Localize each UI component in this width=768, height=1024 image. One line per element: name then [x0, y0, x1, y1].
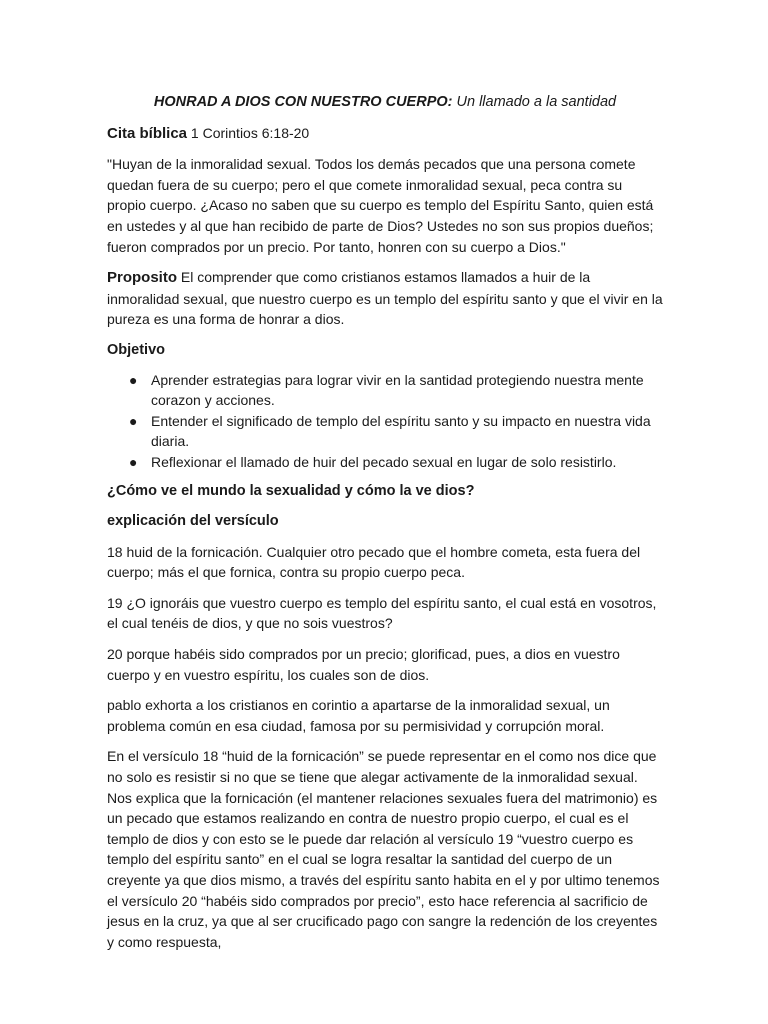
verse-18: 18 huid de la fornicación. Cualquier otro pecado que el hombre cometa, esta fuera del cuerpo; más el que fornica, contra su propio cuerpo peca. [107, 543, 641, 581]
bible-quote: "Huyan de la inmoralidad sexual. Todos los demás pecados que una persona comete quedan fuera de su cuerpo; pero el que comete inmoralidad sexual, peca contra su propio cuerpo. ¿Acaso no saben que su cuerpo es templo del Espíritu Santo, quien está en ustedes y al que han recibido de parte de Dios? Ustedes no son sus propios dueños; fueron comprados por un precio. Por tanto, honren con su cuerpo a Dios." [107, 156, 654, 255]
bullet-icon: ● [129, 412, 138, 429]
proposito-label: Proposito [107, 269, 177, 287]
verse-20: 20 porque habéis sido comprados por un precio; glorificad, pues, a dios en vuestro cuerpo y en vuestro espíritu, los cuales son de dios. [107, 646, 620, 683]
list-item-text: Reflexionar el llamado de huir del pecado sexual en lugar de solo resistirlo. [151, 453, 617, 470]
list-item-text: Aprender estrategias para lograr vivir en la santidad protegiendo nuestra mente corazon y acciones. [151, 371, 644, 409]
list-item [129, 370, 663, 411]
cita-reference: 1 Corintios 6:18-20 [187, 124, 310, 141]
title-main: HONRAD A DIOS CON NUESTRO CUERPO: [153, 94, 453, 110]
list-item-text: Entender el significado de templo del espíritu santo y su impacto en nuestra vida diaria. [151, 412, 651, 450]
cita-label: Cita bíblica [107, 124, 188, 142]
proposito-paragraph [107, 267, 663, 330]
list-item [129, 452, 663, 473]
paragraph-pablo: pablo exhorta a los cristianos en corintio a apartarse de la inmoralidad sexual, un problema común en esa ciudad, famosa por su permisividad y corrupción moral. [107, 697, 610, 734]
paragraph-explanation: En el versículo 18 “huid de la fornicación” se puede representar en el como nos dice que no solo es resistir si no que se tiene que alegar activamente de la inmoralidad sexual. Nos explica que la fornicación (el mantener relaciones sexuales fuera del matrimonio) es un pecado que estamos realizando en contra de nuestro propio cuerpo, el cual es el templo de dios y con esto se le puede dar relación al versículo 19 “vuestro cuerpo es templo del espíritu santo” en el cual se logra resaltar la santidad del cuerpo de un creyente ya que dios mismo, a través del espíritu santo habita en el y por ultimo tenemos el versículo 20 “habéis sido comprados por precio”, esto hace referencia al sacrificio de jesus en la cruz, ya que al ser crucificado pago con sangre la redención de los creyentes y como respuesta, [107, 748, 660, 950]
objetivo-heading: Objetivo [107, 341, 166, 358]
proposito-text: El comprender que como cristianos estamos llamados a huir de la inmoralidad sexual, que nuestro cuerpo es un templo del espíritu santo y que el vivir en la pureza es una forma de honrar a dios. [107, 269, 663, 328]
document-title [107, 92, 663, 113]
title-subtitle: Un llamado a la santidad [452, 94, 617, 110]
verse-19: 19 ¿O ignoráis que vuestro cuerpo es templo del espíritu santo, el cual está en vosotros, el cual tenéis de dios, y que no sois vuestros? [107, 594, 657, 632]
question-heading: ¿Cómo ve el mundo la sexualidad y cómo la ve dios? [107, 482, 475, 499]
bullet-icon: ● [129, 453, 138, 470]
cita-biblica [107, 123, 663, 145]
bullet-icon: ● [129, 371, 138, 388]
objetivo-list [107, 370, 663, 473]
explicacion-heading: explicación del versículo [107, 513, 279, 530]
document-body [107, 92, 663, 962]
list-item [129, 411, 663, 452]
